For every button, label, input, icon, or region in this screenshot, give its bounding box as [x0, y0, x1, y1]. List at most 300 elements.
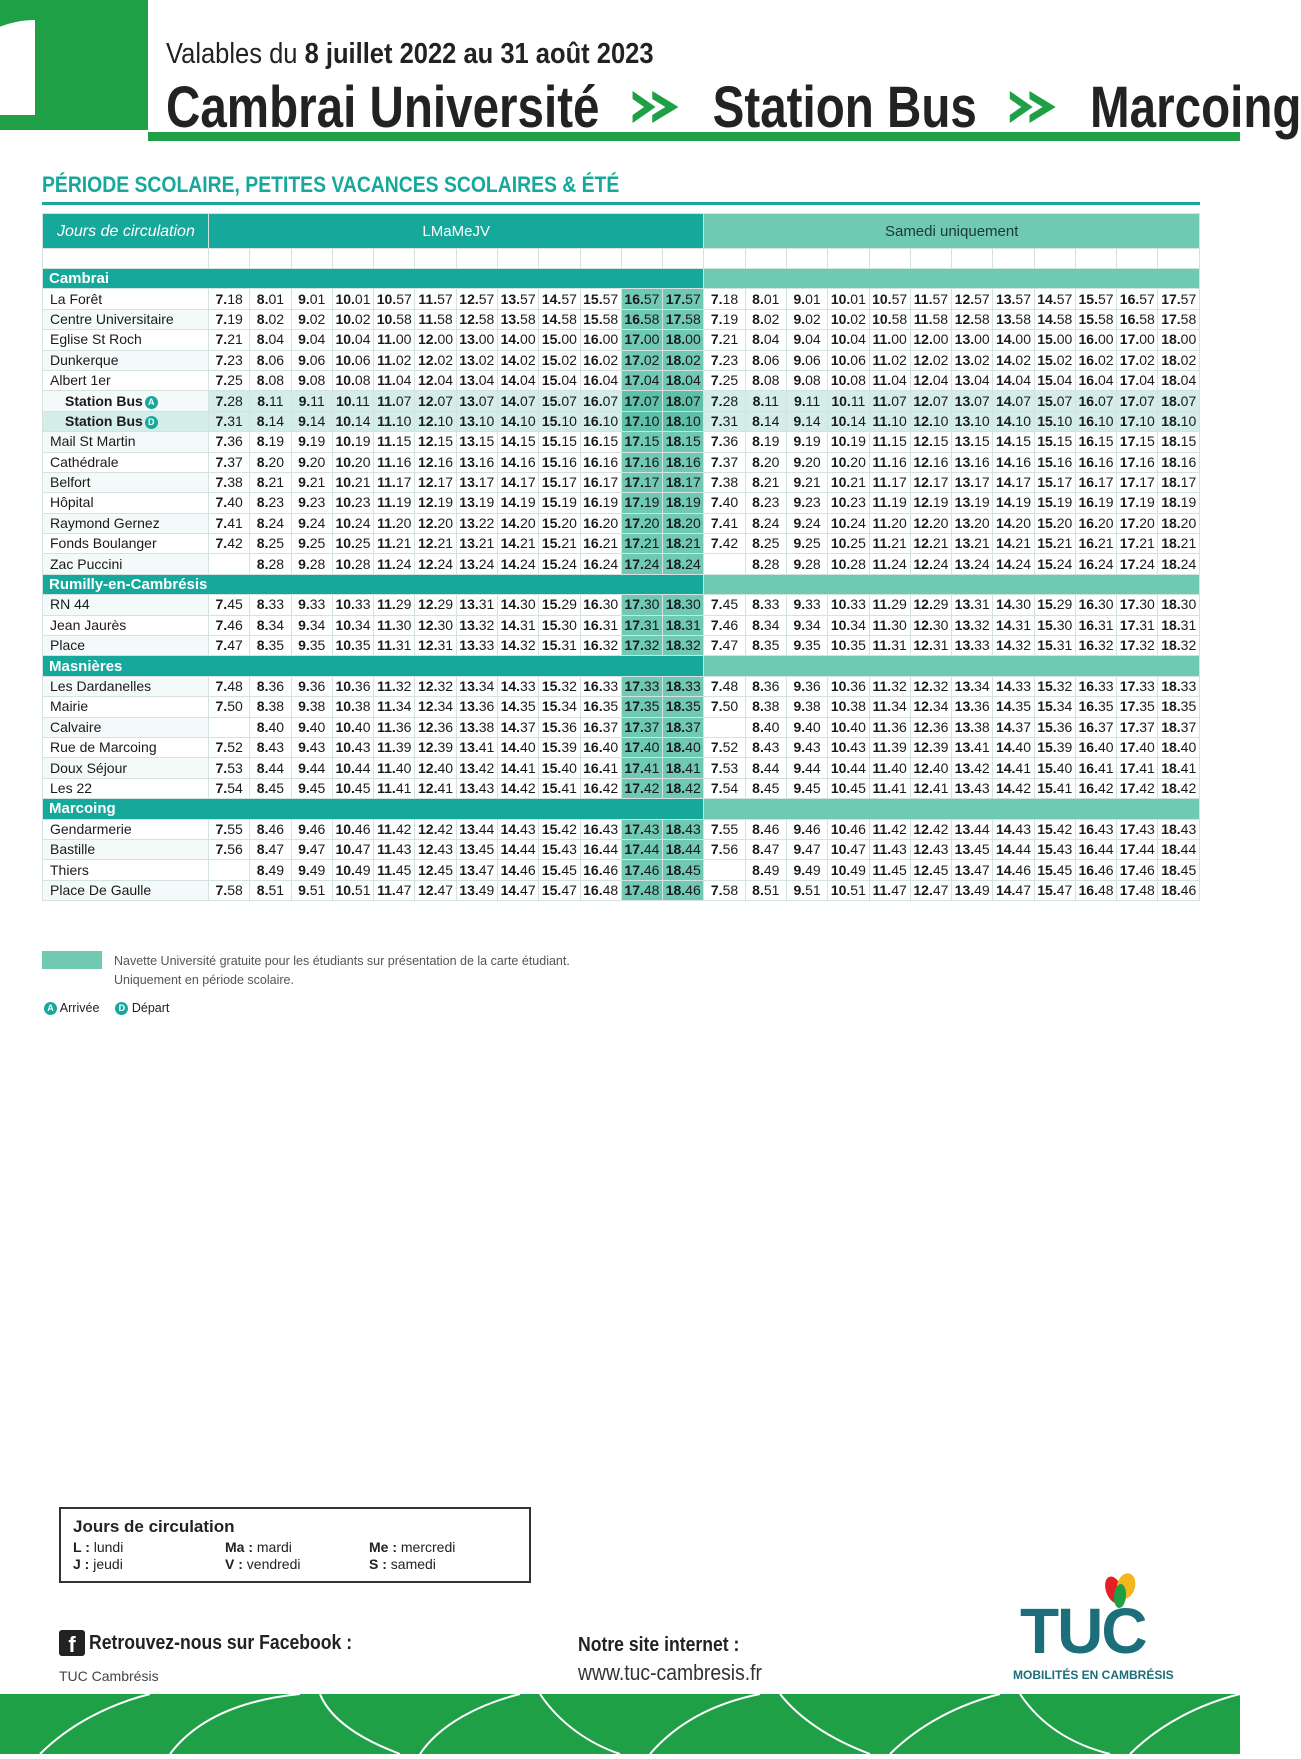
departure-time: 12.43: [415, 839, 456, 859]
departure-time: 10.38: [332, 697, 373, 717]
departure-time: 7.54: [704, 778, 745, 798]
departure-time: 12.07: [910, 391, 951, 411]
stop-name: Station Bus D: [43, 411, 209, 431]
departure-time: 11.21: [869, 534, 910, 554]
departure-time: 15.57: [580, 289, 621, 309]
departure-time: 14.16: [497, 452, 538, 472]
departure-time: 14.47: [993, 880, 1034, 900]
departure-time: 9.34: [786, 615, 827, 635]
departure-time: 16.32: [1075, 636, 1116, 656]
departure-time: 16.31: [580, 615, 621, 635]
table-row: [43, 697, 1200, 717]
facebook-label: Retrouvez-nous sur Facebook :: [89, 1631, 353, 1654]
departure-time: 14.40: [497, 737, 538, 757]
departure-time: 17.43: [1117, 819, 1158, 839]
departure-time: 17.07: [621, 391, 662, 411]
departure-time: 10.02: [332, 309, 373, 329]
departure-time: 18.15: [1158, 432, 1200, 452]
departure-time: 10.04: [828, 330, 869, 350]
departure-time: 16.32: [580, 636, 621, 656]
tuc-logo-tagline: MOBILITÉS EN CAMBRÉSIS: [1013, 1668, 1174, 1682]
departure-time: 10.57: [869, 289, 910, 309]
departure-time: 10.43: [332, 737, 373, 757]
departure-legend: [113, 1001, 169, 1015]
departure-time: 11.24: [869, 554, 910, 574]
departure-time: 18.17: [1158, 472, 1200, 492]
departure-time: 8.20: [250, 452, 291, 472]
departure-time: 13.21: [456, 534, 497, 554]
departure-time: 16.35: [580, 697, 621, 717]
departure-time: 11.02: [374, 350, 415, 370]
departure-time: 17.19: [621, 493, 662, 513]
departure-time: 12.15: [415, 432, 456, 452]
departure-time: 17.10: [621, 411, 662, 431]
departure-time: 11.34: [374, 697, 415, 717]
departure-time: 13.57: [993, 289, 1034, 309]
departure-time: 13.31: [952, 595, 993, 615]
departure-time: 16.46: [580, 860, 621, 880]
departure-time: 9.28: [291, 554, 332, 574]
departure-time: 16.21: [580, 534, 621, 554]
departure-time: 12.02: [910, 350, 951, 370]
departure-time: 18.31: [1158, 615, 1200, 635]
departure-time: 11.16: [869, 452, 910, 472]
departure-time: 12.15: [910, 432, 951, 452]
timetable-header: [43, 214, 1200, 249]
route-via: Station Bus: [712, 74, 977, 140]
departure-time: 18.44: [663, 839, 704, 859]
departure-time: 12.31: [415, 636, 456, 656]
departure-time: 14.10: [993, 411, 1034, 431]
departure-time: 14.57: [1034, 289, 1075, 309]
stop-name: Station Bus A: [43, 391, 209, 411]
stop-name: Mail St Martin: [43, 432, 209, 452]
departure-time: 15.36: [539, 717, 580, 737]
departure-time: 14.44: [993, 839, 1034, 859]
arrival-badge-icon: A: [44, 1002, 57, 1015]
departure-time: 13.33: [952, 636, 993, 656]
departure-time: 17.19: [1117, 493, 1158, 513]
arrival-departure-legend: [42, 1001, 169, 1015]
departure-time: 16.43: [580, 819, 621, 839]
departure-time: 11.32: [869, 676, 910, 696]
departure-time: 10.01: [332, 289, 373, 309]
departure-time: 15.15: [1034, 432, 1075, 452]
table-row: [43, 452, 1200, 472]
departure-time: [209, 554, 250, 574]
table-row: [43, 615, 1200, 635]
departure-time: 14.37: [993, 717, 1034, 737]
departure-time: 15.57: [1075, 289, 1116, 309]
departure-time: 10.44: [828, 758, 869, 778]
departure-time: 16.24: [1075, 554, 1116, 574]
departure-time: 13.07: [456, 391, 497, 411]
departure-time: 13.02: [952, 350, 993, 370]
departure-time: 18.32: [1158, 636, 1200, 656]
departure-time: 10.35: [332, 636, 373, 656]
departure-time: 17.20: [621, 513, 662, 533]
table-row: [43, 758, 1200, 778]
departure-time: 16.16: [580, 452, 621, 472]
departure-time: 12.29: [910, 595, 951, 615]
departure-badge-icon: D: [145, 416, 158, 429]
stop-name: Doux Séjour: [43, 758, 209, 778]
departure-time: 15.24: [539, 554, 580, 574]
departure-time: 9.01: [786, 289, 827, 309]
departure-time: 11.00: [374, 330, 415, 350]
departure-time: 15.42: [1034, 819, 1075, 839]
departure-time: 12.30: [910, 615, 951, 635]
departure-time: 13.00: [456, 330, 497, 350]
departure-time: 15.45: [539, 860, 580, 880]
stop-name: Fonds Boulanger: [43, 534, 209, 554]
stop-name: Centre Universitaire: [43, 309, 209, 329]
departure-time: 18.31: [663, 615, 704, 635]
departure-time: 12.57: [456, 289, 497, 309]
stop-name: Bastille: [43, 839, 209, 859]
departure-time: 12.07: [415, 391, 456, 411]
stop-name: Les Dardanelles: [43, 676, 209, 696]
departure-time: 9.38: [291, 697, 332, 717]
departure-time: 10.40: [332, 717, 373, 737]
departure-time: 14.20: [993, 513, 1034, 533]
departure-time: 18.46: [663, 880, 704, 900]
departure-time: 13.38: [456, 717, 497, 737]
departure-time: 13.17: [952, 472, 993, 492]
departure-time: 11.43: [869, 839, 910, 859]
departure-time: 11.19: [869, 493, 910, 513]
departure-time: 17.00: [1117, 330, 1158, 350]
departure-time: 9.14: [291, 411, 332, 431]
departure-time: 7.55: [704, 819, 745, 839]
departure-time: 15.00: [1034, 330, 1075, 350]
departure-time: 14.30: [993, 595, 1034, 615]
departure-time: 8.44: [250, 758, 291, 778]
departure-time: 17.33: [621, 676, 662, 696]
departure-time: 14.43: [993, 819, 1034, 839]
departure-time: 14.42: [993, 778, 1034, 798]
saturday-header: Samedi uniquement: [704, 214, 1200, 249]
table-row: [43, 350, 1200, 370]
departure-time: 9.36: [291, 676, 332, 696]
departure-time: 10.58: [869, 309, 910, 329]
departure-time: [704, 554, 745, 574]
city-name: Masnières: [43, 656, 704, 676]
departure-time: 8.34: [745, 615, 786, 635]
city-header-row: [43, 574, 1200, 594]
departure-time: 16.16: [1075, 452, 1116, 472]
departure-time: 10.45: [828, 778, 869, 798]
departure-time: 7.37: [209, 452, 250, 472]
departure-time: 8.49: [250, 860, 291, 880]
departure-time: 9.20: [786, 452, 827, 472]
departure-time: 9.33: [291, 595, 332, 615]
departure-time: 7.41: [704, 513, 745, 533]
departure-time: 8.14: [745, 411, 786, 431]
stop-name: Place: [43, 636, 209, 656]
departure-time: 7.58: [704, 880, 745, 900]
departure-time: 18.17: [663, 472, 704, 492]
departure-time: 18.45: [663, 860, 704, 880]
departure-time: 9.14: [786, 411, 827, 431]
departure-time: 11.36: [374, 717, 415, 737]
departure-time: 14.19: [993, 493, 1034, 513]
departure-time: 15.45: [1034, 860, 1075, 880]
departure-time: 14.46: [497, 860, 538, 880]
departure-time: 15.58: [580, 309, 621, 329]
departure-time: 16.44: [580, 839, 621, 859]
departure-time: 16.07: [1075, 391, 1116, 411]
table-row: [43, 737, 1200, 757]
departure-time: 7.55: [209, 819, 250, 839]
departure-time: 10.11: [332, 391, 373, 411]
departure-time: 10.23: [828, 493, 869, 513]
departure-time: 7.41: [209, 513, 250, 533]
departure-time: 14.58: [1034, 309, 1075, 329]
departure-time: 7.54: [209, 778, 250, 798]
departure-time: 11.15: [374, 432, 415, 452]
departure-time: 13.32: [456, 615, 497, 635]
departure-time: 12.21: [415, 534, 456, 554]
departure-time: 18.24: [663, 554, 704, 574]
departure-time: 9.33: [786, 595, 827, 615]
departure-time: 10.04: [332, 330, 373, 350]
departure-time: 16.20: [580, 513, 621, 533]
departure-time: 12.42: [415, 819, 456, 839]
stop-name: Place De Gaulle: [43, 880, 209, 900]
departure-time: 10.47: [828, 839, 869, 859]
double-chevron-right-icon: [1008, 74, 1059, 141]
departure-time: 7.25: [209, 370, 250, 390]
stop-name: Thiers: [43, 860, 209, 880]
departure-time: 8.11: [745, 391, 786, 411]
departure-time: 17.57: [663, 289, 704, 309]
departure-time: 13.34: [952, 676, 993, 696]
departure-time: 10.21: [332, 472, 373, 492]
departure-time: 9.08: [786, 370, 827, 390]
departure-time: 18.32: [663, 636, 704, 656]
departure-time: 12.17: [415, 472, 456, 492]
validity-dates: 8 juillet 2022 au 31 août 2023: [304, 38, 654, 70]
departure-time: 10.24: [332, 513, 373, 533]
departure-time: 8.43: [250, 737, 291, 757]
departure-time: 16.44: [1075, 839, 1116, 859]
navette-legend-line1: Navette Université gratuite pour les étudiants sur présentation de la carte étudiant.: [114, 954, 570, 968]
departure-time: 7.42: [704, 534, 745, 554]
table-row: [43, 636, 1200, 656]
departure-time: 12.19: [910, 493, 951, 513]
departure-time: 16.17: [1075, 472, 1116, 492]
departure-time: 7.37: [704, 452, 745, 472]
departure-time: 10.28: [828, 554, 869, 574]
departure-time: 9.35: [786, 636, 827, 656]
departure-time: 7.36: [704, 432, 745, 452]
departure-time: 16.00: [580, 330, 621, 350]
departure-time: 9.06: [291, 350, 332, 370]
departure-time: [704, 717, 745, 737]
departure-time: 18.46: [1158, 880, 1200, 900]
departure-time: 14.33: [993, 676, 1034, 696]
departure-time: 13.43: [456, 778, 497, 798]
departure-time: 9.44: [291, 758, 332, 778]
departure-time: 16.57: [621, 289, 662, 309]
departure-time: 7.40: [704, 493, 745, 513]
departure-time: 10.46: [332, 819, 373, 839]
departure-time: 7.58: [209, 880, 250, 900]
stop-name: RN 44: [43, 595, 209, 615]
departure-time: 14.24: [497, 554, 538, 574]
departure-time: 12.40: [415, 758, 456, 778]
departure-time: 18.37: [663, 717, 704, 737]
departure-time: 13.07: [952, 391, 993, 411]
facebook-icon: f: [59, 1630, 85, 1656]
stop-name: Rue de Marcoing: [43, 737, 209, 757]
departure-time: 13.49: [952, 880, 993, 900]
departure-time: 13.42: [952, 758, 993, 778]
departure-time: 9.51: [786, 880, 827, 900]
departure-time: 10.49: [828, 860, 869, 880]
departure-time: 16.33: [1075, 676, 1116, 696]
departure-time: 8.24: [745, 513, 786, 533]
departure-time: 10.33: [332, 595, 373, 615]
departure-time: 8.04: [745, 330, 786, 350]
departure-time: 7.48: [209, 676, 250, 696]
departure-time: 13.15: [456, 432, 497, 452]
departure-time: 17.17: [621, 472, 662, 492]
departure-time: 11.47: [869, 880, 910, 900]
departure-time: 16.37: [580, 717, 621, 737]
departure-time: 14.24: [993, 554, 1034, 574]
departure-time: 10.19: [828, 432, 869, 452]
departure-time: 15.43: [539, 839, 580, 859]
departure-time: 18.20: [1158, 513, 1200, 533]
facebook-page-name: TUC Cambrésis: [59, 1668, 159, 1684]
validity-period: [166, 38, 654, 71]
departure-time: 16.57: [1117, 289, 1158, 309]
departure-time: 8.44: [745, 758, 786, 778]
departure-time: 7.53: [209, 758, 250, 778]
departure-time: 16.15: [580, 432, 621, 452]
departure-time: 17.44: [621, 839, 662, 859]
departure-time: 12.36: [910, 717, 951, 737]
departure-time: 11.21: [374, 534, 415, 554]
departure-time: 10.23: [332, 493, 373, 513]
departure-time: 7.45: [704, 595, 745, 615]
city-name: Cambrai: [43, 269, 704, 289]
departure-time: 18.16: [663, 452, 704, 472]
departure-time: 18.43: [663, 819, 704, 839]
departure-time: 9.35: [291, 636, 332, 656]
departure-time: 12.21: [910, 534, 951, 554]
departure-time: 11.58: [415, 309, 456, 329]
departure-time: 16.58: [621, 309, 662, 329]
departure-time: 15.40: [1034, 758, 1075, 778]
departure-time: 13.58: [497, 309, 538, 329]
departure-time: 12.29: [415, 595, 456, 615]
city-header-row: [43, 799, 1200, 819]
departure-time: 9.47: [786, 839, 827, 859]
departure-time: 16.40: [1075, 737, 1116, 757]
departure-time: 18.42: [1158, 778, 1200, 798]
website-link[interactable]: www.tuc-cambresis.fr: [578, 1660, 762, 1685]
departure-time: 17.02: [1117, 350, 1158, 370]
departure-time: 15.41: [1034, 778, 1075, 798]
departure-time: 17.42: [621, 778, 662, 798]
departure-time: 11.42: [869, 819, 910, 839]
departure-time: 8.02: [745, 309, 786, 329]
departure-time: 8.25: [745, 534, 786, 554]
departure-time: 7.56: [704, 839, 745, 859]
departure-time: 11.07: [869, 391, 910, 411]
departure-time: 9.45: [291, 778, 332, 798]
departure-time: 17.35: [1117, 697, 1158, 717]
departure-time: 15.10: [539, 411, 580, 431]
departure-time: 10.01: [828, 289, 869, 309]
days-legend-box: [59, 1507, 531, 1583]
departure-time: 16.07: [580, 391, 621, 411]
departure-time: 10.25: [828, 534, 869, 554]
departure-time: 14.41: [497, 758, 538, 778]
departure-time: 10.06: [332, 350, 373, 370]
departure-time: 8.47: [250, 839, 291, 859]
city-name: Rumilly-en-Cambrésis: [43, 574, 704, 594]
departure-time: 10.44: [332, 758, 373, 778]
departure-time: 16.30: [580, 595, 621, 615]
departure-time: 18.40: [1158, 737, 1200, 757]
departure-time: 14.10: [497, 411, 538, 431]
departure-time: 8.28: [250, 554, 291, 574]
departure-time: 17.40: [1117, 737, 1158, 757]
departure-time: 7.19: [704, 309, 745, 329]
departure-time: 15.39: [539, 737, 580, 757]
departure-time: 10.36: [332, 676, 373, 696]
departure-time: 10.14: [828, 411, 869, 431]
departure-time: 13.36: [456, 697, 497, 717]
departure-time: 18.24: [1158, 554, 1200, 574]
departure-time: 11.45: [374, 860, 415, 880]
facebook-link[interactable]: [59, 1630, 388, 1656]
departure-time: 15.16: [1034, 452, 1075, 472]
table-row: [43, 860, 1200, 880]
departure-time: 10.46: [828, 819, 869, 839]
departure-time: 16.30: [1075, 595, 1116, 615]
departure-time: 17.58: [1158, 309, 1200, 329]
arrival-label: Arrivée: [59, 1001, 100, 1015]
stop-name: Albert 1er: [43, 370, 209, 390]
departure-time: 16.04: [580, 370, 621, 390]
departure-time: 9.11: [786, 391, 827, 411]
departure-time: 18.00: [663, 330, 704, 350]
day-item: L : lundi: [73, 1539, 124, 1555]
departure-time: 16.35: [1075, 697, 1116, 717]
departure-time: 12.41: [910, 778, 951, 798]
departure-time: 15.15: [539, 432, 580, 452]
departure-time: 17.24: [1117, 554, 1158, 574]
departure-time: 8.33: [250, 595, 291, 615]
departure-time: 13.20: [952, 513, 993, 533]
stop-name: Jean Jaurès: [43, 615, 209, 635]
departure-time: 15.32: [539, 676, 580, 696]
departure-time: 11.17: [869, 472, 910, 492]
departure-time: 16.02: [1075, 350, 1116, 370]
departure-time: 13.38: [952, 717, 993, 737]
departure-time: 13.19: [952, 493, 993, 513]
departure-time: 15.04: [1034, 370, 1075, 390]
departure-time: 11.31: [374, 636, 415, 656]
departure-time: 15.02: [1034, 350, 1075, 370]
departure-time: 9.19: [786, 432, 827, 452]
day-item: Ma : mardi: [225, 1539, 292, 1555]
